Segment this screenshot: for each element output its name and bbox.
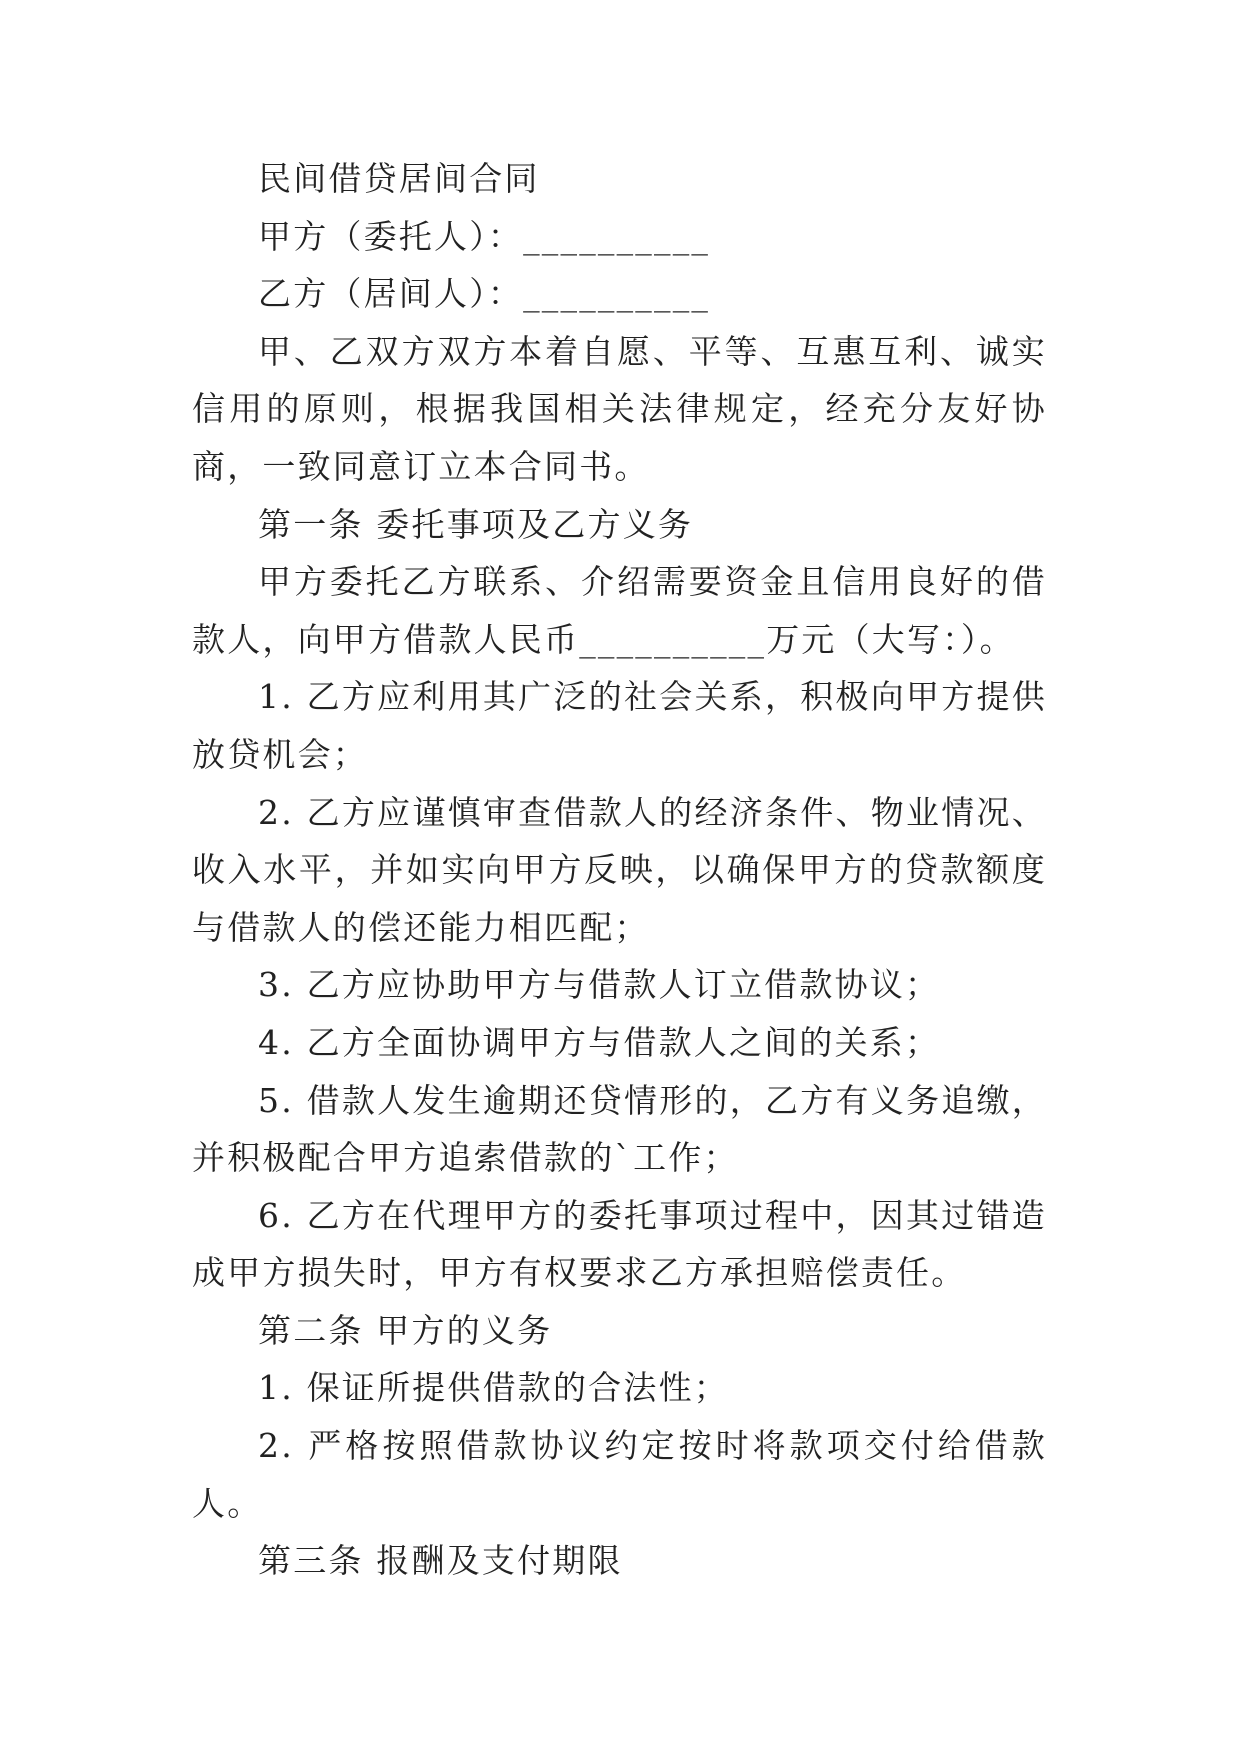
article-1-item: 5. 借款人发生逾期还贷情形的，乙方有义务追缴，并积极配合甲方追索借款的`工作；	[192, 1080, 1047, 1178]
article-1-item: 1. 乙方应利用其广泛的社会关系，积极向甲方提供放贷机会；	[192, 677, 1047, 774]
intro-paragraph: 甲、乙双方双方本着自愿、平等、互惠互利、诚实信用的原则，根据我国相关法律规定，经充分友好协商，一致同意订立本合同书。	[192, 331, 1047, 486]
document-body	[192, 150, 1047, 1590]
article-1-item: 4. 乙方全面协调甲方与借款人之间的关系；	[258, 1022, 941, 1062]
article-2-item: 2. 严格按照借款协议约定按时将款项交付给借款人。	[192, 1426, 1047, 1523]
article-2-heading: 第二条 甲方的义务	[258, 1310, 553, 1350]
article-1-heading: 第一条 委托事项及乙方义务	[258, 504, 694, 544]
article-1-item: 2. 乙方应谨慎审查借款人的经济条件、物业情况、收入水平，并如实向甲方反映，以确保甲方的贷款额度与借款人的偿还能力相匹配；	[192, 792, 1047, 947]
article-1-body: 甲方委托乙方联系、介绍需要资金且信用良好的借款人，向甲方借款人民币__________万元（大写：）。	[192, 562, 1047, 659]
article-3-heading: 第三条 报酬及支付期限	[258, 1541, 623, 1581]
document-title: 民间借贷居间合同	[258, 159, 540, 198]
article-1-item: 3. 乙方应协助甲方与借款人订立借款协议；	[258, 965, 941, 1005]
article-2-item: 1. 保证所提供借款的合法性；	[258, 1368, 729, 1408]
party-a-line: 甲方（委托人）：__________	[258, 216, 711, 256]
article-1-item: 6. 乙方在代理甲方的委托事项过程中，因其过错造成甲方损失时，甲方有权要求乙方承担赔偿责任。	[192, 1195, 1047, 1293]
party-b-line: 乙方（居间人）：__________	[258, 274, 711, 314]
